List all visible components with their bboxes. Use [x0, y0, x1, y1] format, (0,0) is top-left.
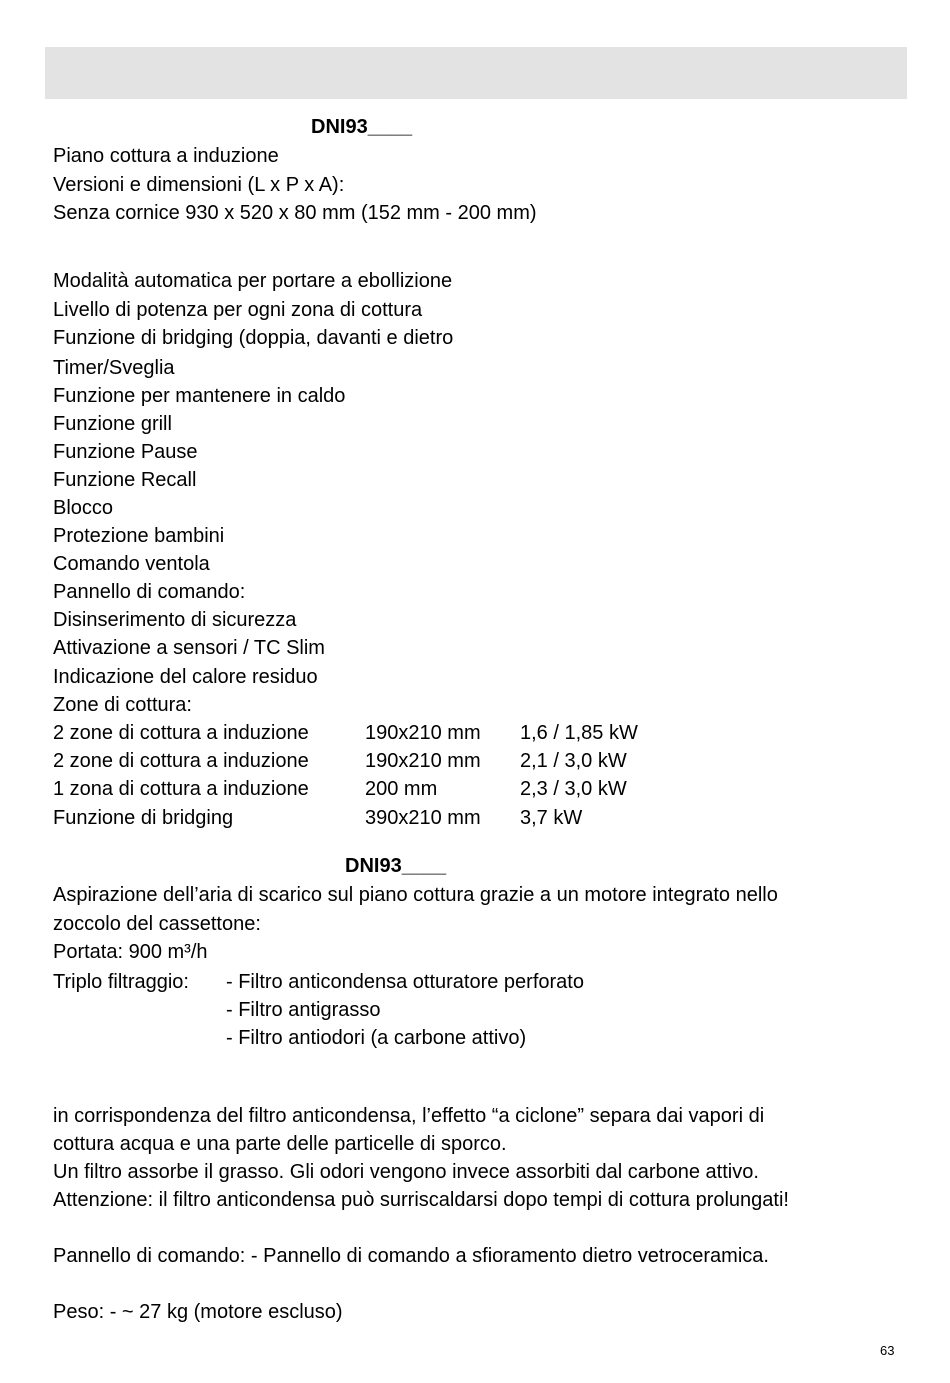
feature-item: Modalità automatica per portare a ebollizione	[53, 270, 453, 292]
hob-line: Piano cottura a induzione	[53, 145, 279, 167]
hob-line: Senza cornice 930 x 520 x 80 mm (152 mm - 200 mm)	[53, 202, 537, 224]
feature-item: Funzione Pause	[53, 441, 198, 463]
feature-item: Indicazione del calore residuo	[53, 666, 318, 688]
feature-item: Livello di potenza per ogni zona di cottura	[53, 299, 423, 321]
feature-item: Funzione Recall	[53, 469, 197, 491]
weight-line: Peso: - ~ 27 kg (motore escluso)	[53, 1301, 343, 1323]
feature-item: Blocco	[53, 497, 114, 519]
zone-size: 190x210 mm	[365, 750, 481, 772]
zone-power: 2,3 / 3,0 kW	[520, 778, 627, 800]
filter-item: - Filtro antiodori (a carbone attivo)	[226, 1027, 527, 1049]
feature-item: Funzione di bridging (doppia, davanti e dietro	[53, 327, 454, 349]
feature-item: Funzione per mantenere in caldo	[53, 385, 346, 407]
zone-name: 2 zone di cottura a induzione	[53, 722, 309, 744]
feature-item: Funzione grill	[53, 413, 172, 435]
control-panel-line: Pannello di comando: - Pannello di comando a sfioramento dietro vetroceramica.	[53, 1245, 769, 1267]
zone-name: 1 zona di cottura a induzione	[53, 778, 309, 800]
zone-power: 1,6 / 1,85 kW	[520, 722, 638, 744]
feature-item: Disinserimento di sicurezza	[53, 609, 297, 631]
description-line: cottura acqua e una parte delle particelle di sporco.	[53, 1133, 507, 1155]
feature-item: Attivazione a sensori / TC Slim	[53, 637, 325, 659]
description-line: Un filtro assorbe il grasso. Gli odori vengono invece assorbiti dal carbone attivo.	[53, 1161, 759, 1183]
hood-title: DNI93____	[345, 855, 447, 877]
feature-item: Zone di cottura:	[53, 694, 192, 716]
zone-power: 2,1 / 3,0 kW	[520, 750, 627, 772]
zone-size: 200 mm	[365, 778, 438, 800]
feature-item: Protezione bambini	[53, 525, 225, 547]
feature-item: Timer/Sveglia	[53, 357, 175, 379]
description-line: in corrispondenza del filtro anticondensa, l’effetto “a ciclone” separa dai vapori di	[53, 1105, 765, 1127]
hob-title: DNI93____	[311, 116, 413, 138]
page-number: 63	[880, 1343, 895, 1358]
header-bar	[45, 47, 907, 99]
filter-item: - Filtro anticondensa otturatore perforato	[226, 971, 584, 993]
zone-name: 2 zone di cottura a induzione	[53, 750, 309, 772]
zone-size: 190x210 mm	[365, 722, 481, 744]
feature-item: Pannello di comando:	[53, 581, 246, 603]
zone-size: 390x210 mm	[365, 807, 481, 829]
hood-intro-line: zoccolo del cassettone:	[53, 913, 261, 935]
feature-item: Comando ventola	[53, 553, 210, 575]
hood-intro-line: Aspirazione dell’aria di scarico sul piano cottura grazie a un motore integrato nello	[53, 884, 778, 906]
hood-intro-line: Portata: 900 m³/h	[53, 941, 208, 963]
filter-item: - Filtro antigrasso	[226, 999, 381, 1021]
zone-power: 3,7 kW	[520, 807, 583, 829]
description-line: Attenzione: il filtro anticondensa può surriscaldarsi dopo tempi di cottura prolungati!	[53, 1189, 789, 1211]
filter-label: Triplo filtraggio:	[53, 971, 189, 993]
zone-name: Funzione di bridging	[53, 807, 234, 829]
hob-line: Versioni e dimensioni (L x P x A):	[53, 174, 345, 196]
